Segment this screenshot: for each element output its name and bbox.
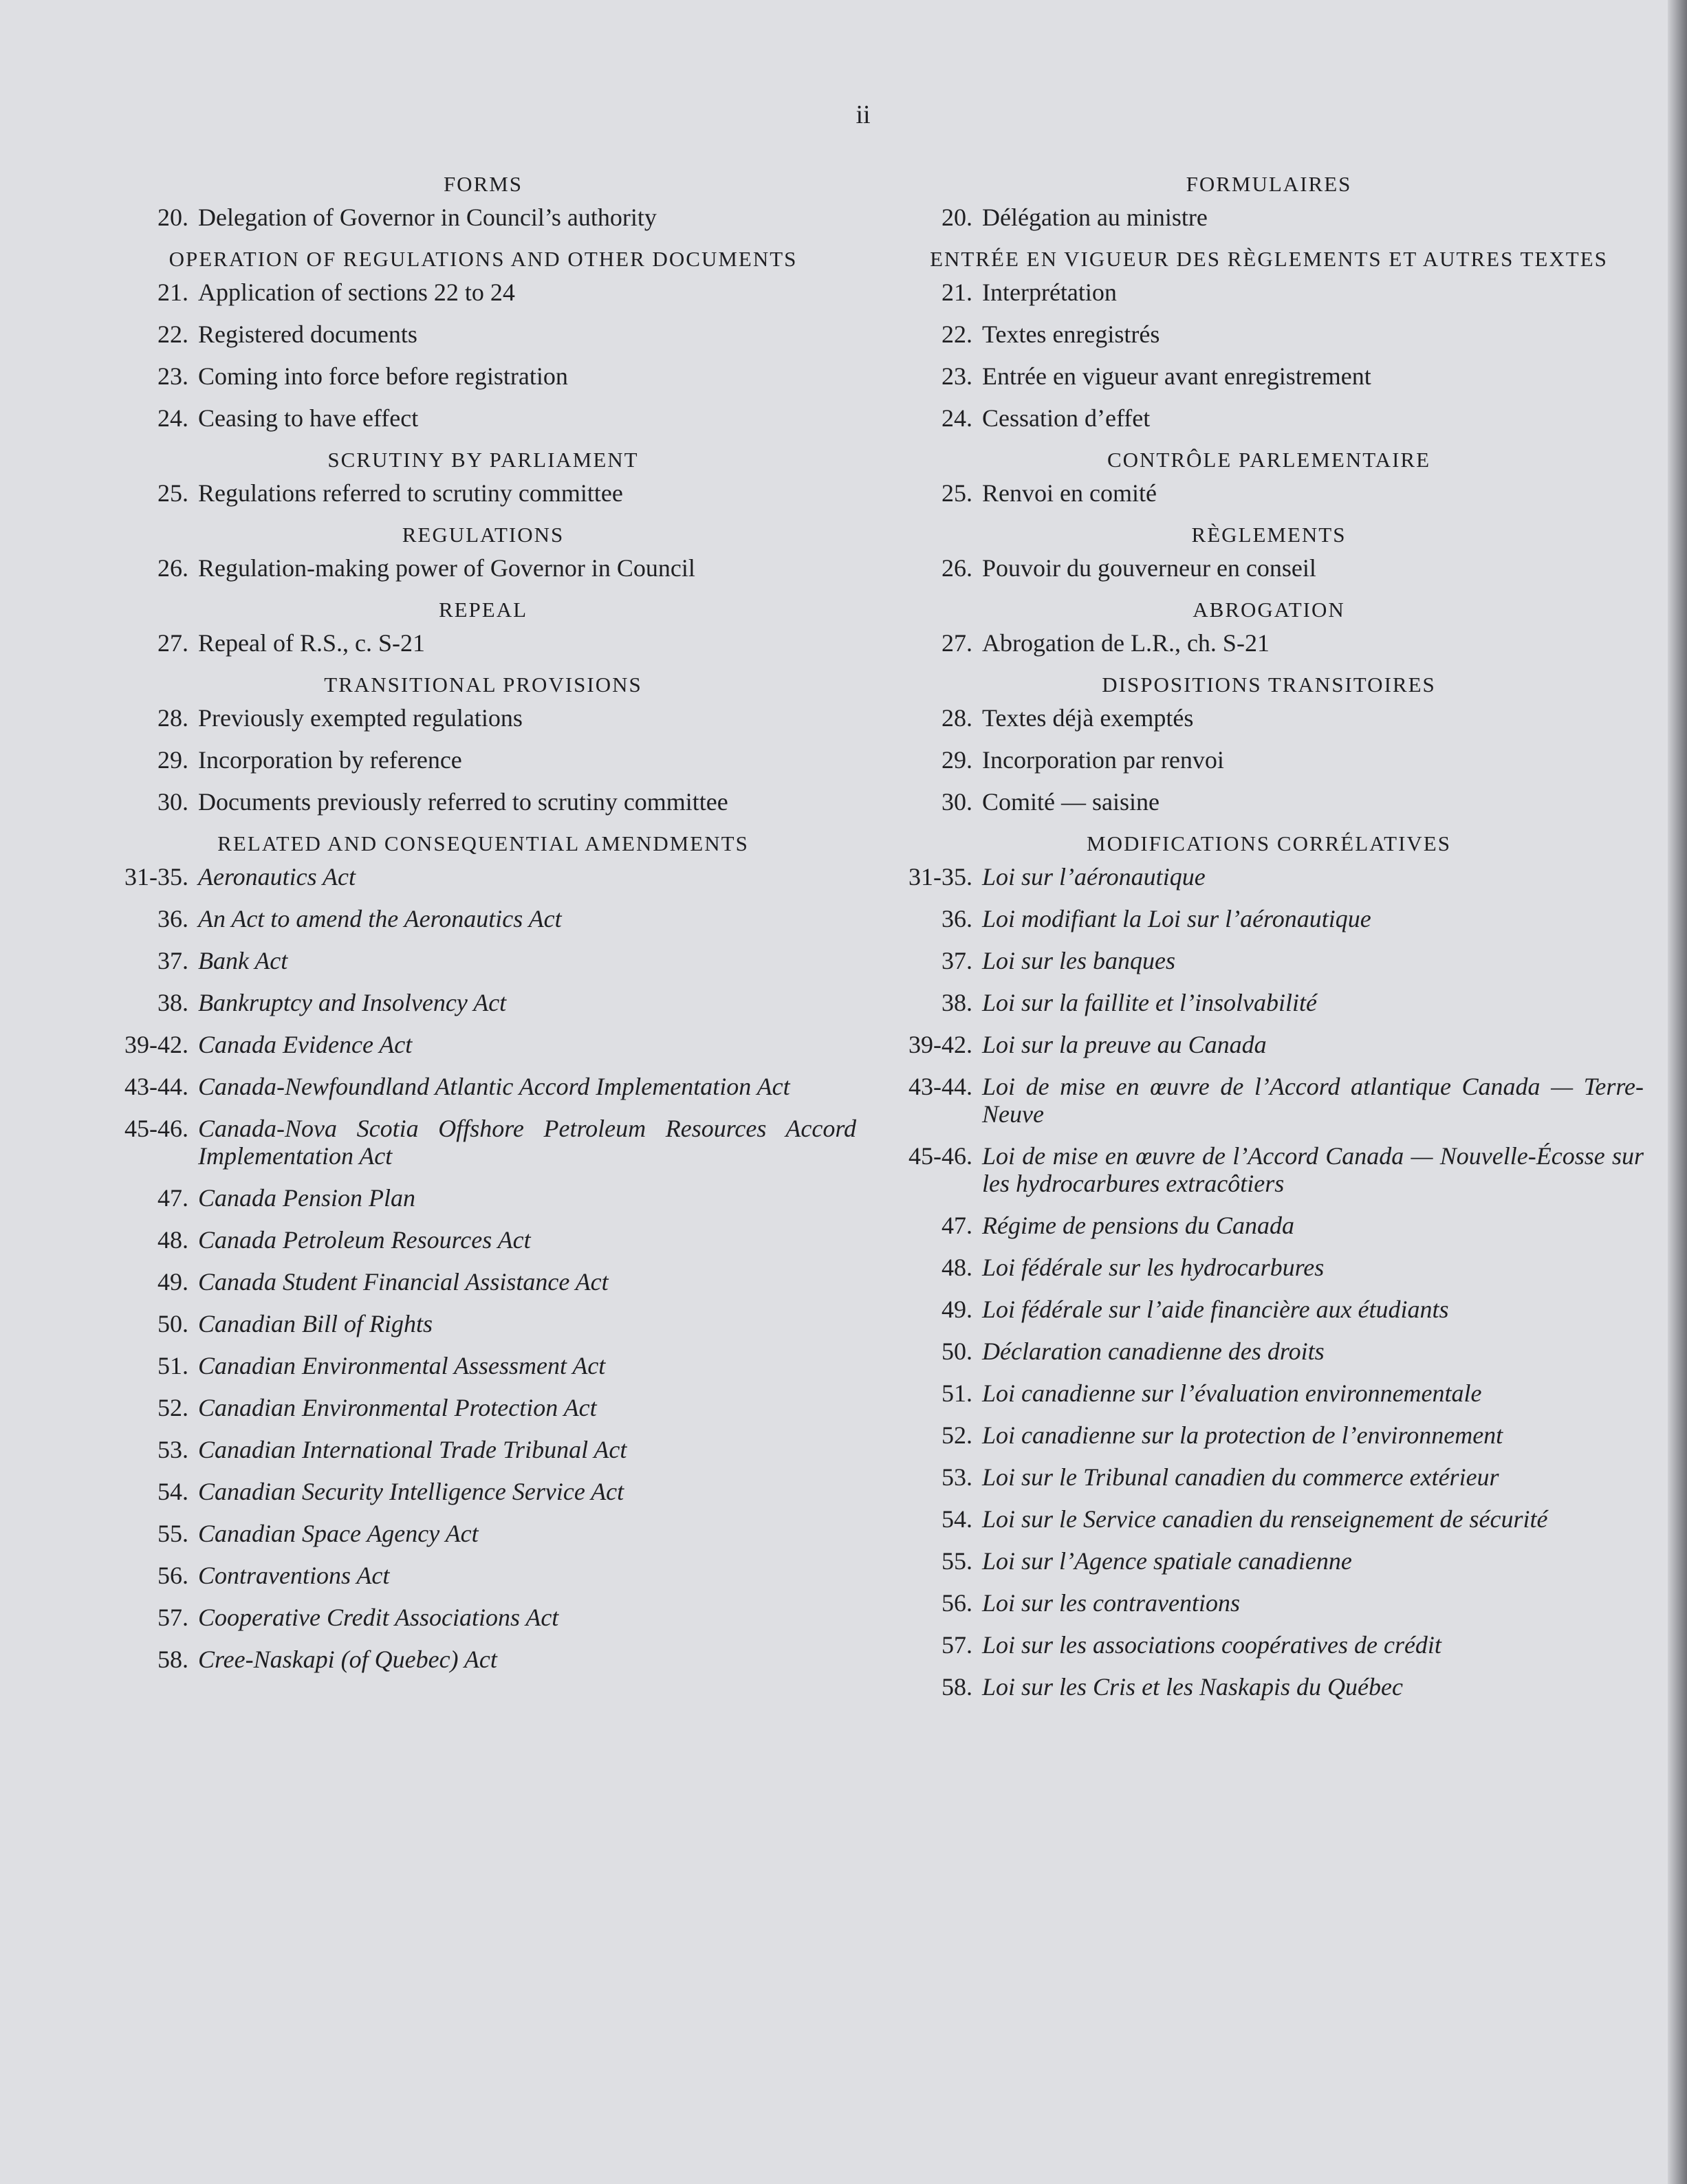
section-number: 20. — [157, 204, 188, 231]
page-number: ii — [856, 100, 871, 129]
toc-entry — [894, 989, 1644, 1016]
toc-entry — [894, 479, 1644, 507]
section-title: Loi sur la faillite et l’insolvabilité — [982, 989, 1317, 1016]
section-number: 22. — [942, 320, 972, 348]
toc-entry — [110, 554, 856, 582]
section-title: Canada Evidence Act — [198, 1031, 413, 1058]
section-title: Déclaration canadienne des droits — [982, 1337, 1325, 1365]
section-number: 58. — [942, 1673, 972, 1701]
section-heading: REGULATIONS — [402, 523, 565, 547]
section-title: Loi canadienne sur l’évaluation environnementale — [982, 1379, 1482, 1407]
toc-entry — [894, 279, 1644, 306]
toc-entry — [894, 1254, 1644, 1281]
section-title: Canada Petroleum Resources Act — [198, 1226, 531, 1254]
section-number: 39-42. — [908, 1031, 972, 1058]
toc-entry — [110, 1268, 856, 1296]
section-number: 21. — [942, 279, 972, 306]
section-heading: SCRUTINY BY PARLIAMENT — [327, 448, 639, 472]
section-title: Entrée en vigueur avant enregistrement — [982, 362, 1371, 390]
section-title: Aeronautics Act — [198, 863, 356, 891]
section-number: 54. — [157, 1478, 188, 1505]
section-title: Délégation au ministre — [982, 204, 1208, 231]
section-heading: ENTRÉE EN VIGUEUR DES RÈGLEMENTS ET AUTRES TEXTES — [930, 247, 1608, 271]
section-number: 48. — [157, 1226, 188, 1254]
section-number: 31-35. — [908, 863, 972, 891]
section-title: Canadian Environmental Assessment Act — [198, 1352, 606, 1379]
section-heading: TRANSITIONAL PROVISIONS — [324, 673, 642, 697]
section-number: 45-46. — [908, 1142, 972, 1170]
section-title: Abrogation de L.R., ch. S-21 — [982, 629, 1270, 657]
section-number: 28. — [157, 704, 188, 732]
section-heading: ABROGATION — [1193, 598, 1345, 622]
section-title: Repeal of R.S., c. S-21 — [198, 629, 425, 657]
section-title: Loi sur le Service canadien du renseignement de sécurité — [982, 1505, 1548, 1533]
section-number: 55. — [942, 1547, 972, 1575]
section-number: 36. — [157, 905, 188, 932]
section-title: Loi sur les Cris et les Naskapis du Québec — [982, 1673, 1403, 1701]
toc-entry — [894, 746, 1644, 774]
toc-entry — [110, 863, 856, 891]
toc-entry — [110, 629, 856, 657]
section-heading: OPERATION OF REGULATIONS AND OTHER DOCUMENTS — [168, 247, 798, 271]
section-number: 52. — [157, 1394, 188, 1421]
section-title: Textes enregistrés — [982, 320, 1160, 348]
section-number: 43-44. — [124, 1073, 188, 1100]
section-number: 58. — [157, 1646, 188, 1673]
section-number: 24. — [157, 404, 188, 432]
section-title: Loi sur le Tribunal canadien du commerce extérieur — [982, 1463, 1499, 1491]
section-number: 49. — [157, 1268, 188, 1296]
section-title: Canadian Environmental Protection Act — [198, 1394, 597, 1421]
section-number: 25. — [157, 479, 188, 507]
section-number: 29. — [157, 746, 188, 774]
section-title: Regulations referred to scrutiny committee — [198, 479, 623, 507]
section-heading: FORMS — [443, 172, 523, 196]
toc-entry — [894, 1505, 1644, 1533]
section-number: 57. — [157, 1604, 188, 1631]
toc-entry — [894, 1031, 1644, 1058]
section-number: 56. — [942, 1589, 972, 1617]
section-number: 47. — [942, 1212, 972, 1239]
section-title: Régime de pensions du Canada — [982, 1212, 1294, 1239]
toc-entry — [894, 362, 1644, 390]
section-title: Canada Pension Plan — [198, 1184, 415, 1212]
section-number: 49. — [942, 1296, 972, 1323]
section-number: 36. — [942, 905, 972, 932]
toc-entry — [110, 746, 856, 774]
section-number: 38. — [942, 989, 972, 1016]
section-number: 53. — [942, 1463, 972, 1491]
toc-entry — [894, 1212, 1644, 1239]
toc-entry — [110, 1115, 856, 1170]
section-number: 47. — [157, 1184, 188, 1212]
section-number: 28. — [942, 704, 972, 732]
toc-entry — [894, 1296, 1644, 1323]
toc-entry — [110, 479, 856, 507]
toc-entry — [894, 1547, 1644, 1575]
section-title: Coming into force before registration — [198, 362, 568, 390]
section-number: 53. — [157, 1436, 188, 1463]
section-title: Loi canadienne sur la protection de l’environnement — [982, 1421, 1503, 1449]
section-title: Loi sur les banques — [982, 947, 1176, 974]
toc-entry — [894, 947, 1644, 974]
section-number: 27. — [942, 629, 972, 657]
toc-entry — [894, 1631, 1644, 1659]
toc-entry — [110, 1031, 856, 1058]
toc-entry — [110, 1478, 856, 1505]
toc-entry — [110, 279, 856, 306]
section-title: Cooperative Credit Associations Act — [198, 1604, 559, 1631]
section-title: Loi de mise en œuvre de l’Accord atlantique Canada — Terre-Neuve — [982, 1073, 1644, 1128]
toc-entry — [894, 629, 1644, 657]
section-number: 26. — [942, 554, 972, 582]
section-number: 37. — [942, 947, 972, 974]
toc-entry — [110, 1646, 856, 1673]
toc-entry — [894, 1673, 1644, 1701]
section-title: Ceasing to have effect — [198, 404, 419, 432]
toc-entry — [110, 1394, 856, 1421]
toc-entry — [110, 204, 856, 231]
section-number: 39-42. — [124, 1031, 188, 1058]
section-title: Loi fédérale sur l’aide financière aux étudiants — [982, 1296, 1449, 1323]
section-title: Bank Act — [198, 947, 288, 974]
section-number: 21. — [157, 279, 188, 306]
section-title: Canada-Newfoundland Atlantic Accord Implementation Act — [198, 1073, 790, 1100]
toc-entry — [110, 704, 856, 732]
section-number: 29. — [942, 746, 972, 774]
toc-entry — [894, 1337, 1644, 1365]
section-title: Loi sur l’Agence spatiale canadienne — [982, 1547, 1352, 1575]
section-title: Incorporation by reference — [198, 746, 462, 774]
toc-entry — [110, 947, 856, 974]
toc-entry — [894, 554, 1644, 582]
section-number: 52. — [942, 1421, 972, 1449]
section-title: Delegation of Governor in Council’s authority — [198, 204, 657, 231]
section-title: Canadian Bill of Rights — [198, 1310, 433, 1337]
toc-entry — [894, 1463, 1644, 1491]
section-number: 27. — [157, 629, 188, 657]
section-title: Loi sur les associations coopératives de crédit — [982, 1631, 1441, 1659]
section-title: Comité — saisine — [982, 788, 1160, 816]
english-column — [110, 171, 856, 1688]
toc-entry — [110, 1184, 856, 1212]
section-number: 20. — [942, 204, 972, 231]
section-title: Canadian Space Agency Act — [198, 1520, 479, 1547]
section-title: Previously exempted regulations — [198, 704, 523, 732]
section-title: Registered documents — [198, 320, 417, 348]
section-title: Interprétation — [982, 279, 1117, 306]
section-heading: DISPOSITIONS TRANSITOIRES — [1102, 673, 1436, 697]
toc-entry — [894, 320, 1644, 348]
toc-entry — [894, 788, 1644, 816]
page-edge-shadow — [1668, 0, 1687, 2184]
toc-entry — [110, 1073, 856, 1100]
section-number: 30. — [942, 788, 972, 816]
section-number: 22. — [157, 320, 188, 348]
section-title: Textes déjà exemptés — [982, 704, 1194, 732]
section-number: 57. — [942, 1631, 972, 1659]
section-title: Loi sur l’aéronautique — [982, 863, 1206, 891]
section-title: Loi fédérale sur les hydrocarbures — [982, 1254, 1325, 1281]
section-title: Renvoi en comité — [982, 479, 1157, 507]
section-title: Documents previously referred to scrutiny committee — [198, 788, 728, 816]
section-number: 50. — [157, 1310, 188, 1337]
section-title: Cessation d’effet — [982, 404, 1151, 432]
section-number: 24. — [942, 404, 972, 432]
section-heading: MODIFICATIONS CORRÉLATIVES — [1087, 831, 1451, 855]
french-column — [894, 171, 1644, 1715]
section-title: An Act to amend the Aeronautics Act — [198, 905, 562, 932]
section-number: 31-35. — [124, 863, 188, 891]
section-title: Loi sur la preuve au Canada — [982, 1031, 1267, 1058]
toc-entry — [110, 404, 856, 432]
section-number: 51. — [942, 1379, 972, 1407]
toc-entry — [110, 1310, 856, 1337]
section-title: Regulation-making power of Governor in Council — [198, 554, 695, 582]
toc-entry — [110, 905, 856, 932]
toc-entry — [894, 704, 1644, 732]
section-title: Contraventions Act — [198, 1562, 390, 1589]
section-number: 37. — [157, 947, 188, 974]
section-number: 43-44. — [908, 1073, 972, 1100]
section-number: 45-46. — [124, 1115, 188, 1142]
section-heading: RÈGLEMENTS — [1191, 523, 1347, 547]
toc-entry — [894, 1142, 1644, 1197]
toc-entry — [110, 320, 856, 348]
section-number: 51. — [157, 1352, 188, 1379]
section-number: 25. — [942, 479, 972, 507]
section-title: Loi modifiant la Loi sur l’aéronautique — [982, 905, 1371, 932]
section-number: 48. — [942, 1254, 972, 1281]
section-title: Application of sections 22 to 24 — [198, 279, 515, 306]
section-number: 30. — [157, 788, 188, 816]
section-title: Loi sur les contraventions — [982, 1589, 1240, 1617]
toc-entry — [894, 863, 1644, 891]
section-number: 56. — [157, 1562, 188, 1589]
toc-entry — [110, 362, 856, 390]
section-title: Loi de mise en œuvre de l’Accord Canada — Nouvelle-Écosse sur les hydrocarbures extracôtiers — [982, 1142, 1644, 1197]
toc-entry — [110, 1436, 856, 1463]
section-heading: RELATED AND CONSEQUENTIAL AMENDMENTS — [217, 831, 749, 855]
section-title: Canada-Nova Scotia Offshore Petroleum Resources Accord Implementation Act — [198, 1115, 856, 1170]
toc-entry — [110, 1520, 856, 1547]
toc-entry — [894, 1379, 1644, 1407]
toc-entry — [110, 788, 856, 816]
section-title: Cree-Naskapi (of Quebec) Act — [198, 1646, 497, 1673]
section-number: 26. — [157, 554, 188, 582]
section-heading: FORMULAIRES — [1186, 172, 1352, 196]
toc-entry — [894, 1589, 1644, 1617]
section-number: 55. — [157, 1520, 188, 1547]
toc-entry — [894, 404, 1644, 432]
toc-entry — [110, 1604, 856, 1631]
section-title: Incorporation par renvoi — [982, 746, 1224, 774]
toc-entry — [894, 905, 1644, 932]
toc-entry — [110, 1562, 856, 1589]
section-title: Canadian International Trade Tribunal Act — [198, 1436, 627, 1463]
section-title: Bankruptcy and Insolvency Act — [198, 989, 507, 1016]
toc-entry — [894, 204, 1644, 231]
section-number: 23. — [942, 362, 972, 390]
section-number: 50. — [942, 1337, 972, 1365]
section-number: 54. — [942, 1505, 972, 1533]
section-title: Canadian Security Intelligence Service Act — [198, 1478, 624, 1505]
toc-entry — [110, 1352, 856, 1379]
section-heading: REPEAL — [438, 598, 528, 622]
toc-entry — [110, 989, 856, 1016]
toc-entry — [110, 1226, 856, 1254]
section-title: Pouvoir du gouverneur en conseil — [982, 554, 1316, 582]
toc-entry — [894, 1421, 1644, 1449]
section-number: 23. — [157, 362, 188, 390]
section-number: 38. — [157, 989, 188, 1016]
section-title: Canada Student Financial Assistance Act — [198, 1268, 609, 1296]
section-heading: CONTRÔLE PARLEMENTAIRE — [1107, 448, 1431, 472]
toc-entry — [894, 1073, 1644, 1128]
